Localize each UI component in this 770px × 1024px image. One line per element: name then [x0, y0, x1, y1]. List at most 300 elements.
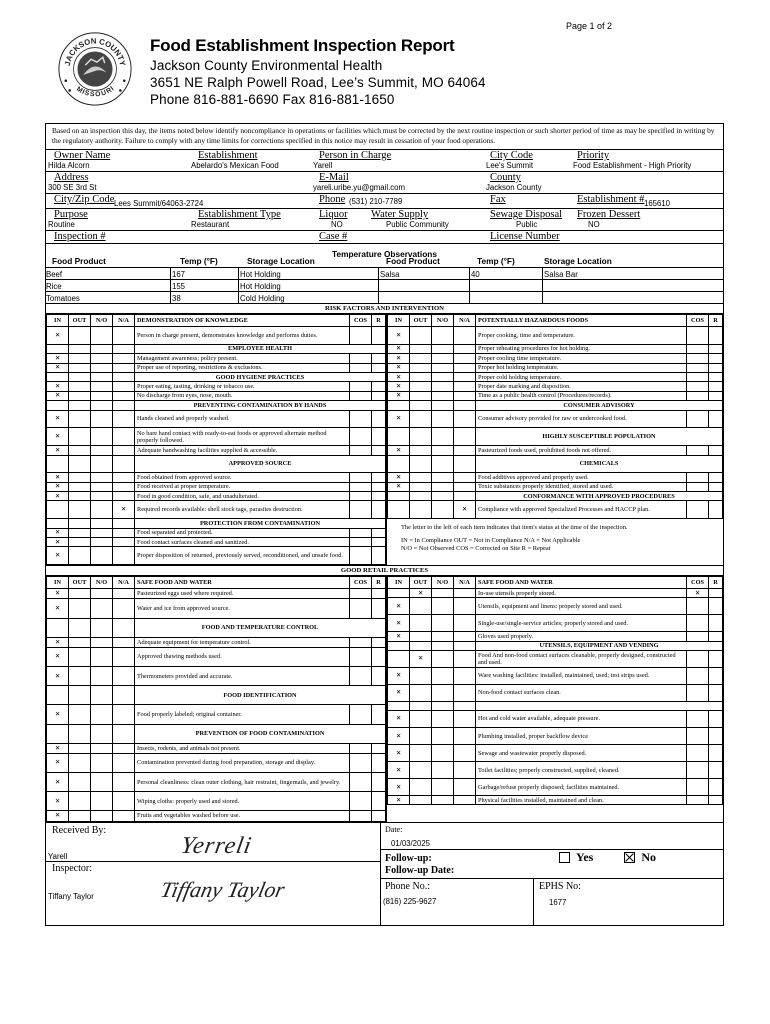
status-checkbox[interactable]: [113, 811, 135, 821]
status-checkbox[interactable]: [113, 547, 135, 565]
repeat-checkbox[interactable]: [709, 391, 723, 400]
status-checkbox[interactable]: [432, 344, 454, 353]
status-checkbox[interactable]: [91, 753, 113, 772]
status-checkbox[interactable]: [113, 647, 135, 666]
repeat-checkbox[interactable]: [372, 363, 386, 372]
cos-checkbox[interactable]: [350, 743, 372, 753]
phone-number-field[interactable]: (816) 225-9627: [383, 896, 437, 906]
status-checkbox[interactable]: ✕: [388, 372, 410, 381]
status-checkbox[interactable]: [69, 792, 91, 811]
status-checkbox[interactable]: ✕: [47, 492, 69, 501]
status-checkbox[interactable]: [432, 728, 454, 745]
cos-checkbox[interactable]: [350, 773, 372, 792]
status-checkbox[interactable]: [69, 667, 91, 686]
cos-checkbox[interactable]: [350, 363, 372, 372]
status-checkbox[interactable]: [410, 796, 432, 805]
status-checkbox[interactable]: [410, 745, 432, 762]
followup-no-checkbox[interactable]: [624, 852, 635, 863]
temperature-cell[interactable]: 167: [172, 270, 186, 279]
owner-name-field[interactable]: Hilda Alcorn: [48, 161, 90, 170]
status-checkbox[interactable]: [91, 391, 113, 400]
status-checkbox[interactable]: [432, 779, 454, 796]
status-checkbox[interactable]: ✕: [47, 354, 69, 363]
status-checkbox[interactable]: [91, 538, 113, 547]
status-checkbox[interactable]: [113, 482, 135, 491]
repeat-checkbox[interactable]: [372, 410, 386, 428]
status-checkbox[interactable]: [69, 446, 91, 455]
status-checkbox[interactable]: [454, 667, 476, 684]
status-checkbox[interactable]: ✕: [388, 344, 410, 353]
status-checkbox[interactable]: [69, 589, 91, 599]
cos-checkbox[interactable]: [350, 538, 372, 547]
status-checkbox[interactable]: [91, 428, 113, 446]
status-checkbox[interactable]: ✕: [388, 327, 410, 345]
status-checkbox[interactable]: [113, 743, 135, 753]
status-checkbox[interactable]: [388, 501, 410, 519]
status-checkbox[interactable]: ✕: [47, 773, 69, 792]
status-checkbox[interactable]: [69, 473, 91, 482]
repeat-checkbox[interactable]: [709, 410, 723, 428]
sewage-disposal-field[interactable]: Public: [516, 220, 538, 229]
repeat-checkbox[interactable]: [372, 547, 386, 565]
status-checkbox[interactable]: [69, 547, 91, 565]
status-checkbox[interactable]: [454, 710, 476, 727]
status-checkbox[interactable]: [91, 547, 113, 565]
priority-field[interactable]: Food Establishment - High Priority: [573, 161, 692, 170]
status-checkbox[interactable]: [454, 650, 476, 667]
status-checkbox[interactable]: [432, 327, 454, 345]
status-checkbox[interactable]: ✕: [388, 615, 410, 632]
cos-checkbox[interactable]: [350, 811, 372, 821]
cos-checkbox[interactable]: [350, 410, 372, 428]
status-checkbox[interactable]: ✕: [47, 637, 69, 647]
status-checkbox[interactable]: ✕: [410, 589, 432, 598]
repeat-checkbox[interactable]: [372, 647, 386, 666]
cos-checkbox[interactable]: [350, 354, 372, 363]
status-checkbox[interactable]: ✕: [47, 589, 69, 599]
status-checkbox[interactable]: ✕: [47, 538, 69, 547]
status-checkbox[interactable]: [91, 792, 113, 811]
cos-checkbox[interactable]: [687, 728, 709, 745]
city-code-field[interactable]: Lee's Summit: [486, 161, 533, 170]
status-checkbox[interactable]: [113, 792, 135, 811]
cos-checkbox[interactable]: [350, 637, 372, 647]
status-checkbox[interactable]: [410, 354, 432, 363]
repeat-checkbox[interactable]: [372, 528, 386, 537]
cos-checkbox[interactable]: [687, 710, 709, 727]
temperature-cell[interactable]: Beef: [46, 270, 63, 279]
cos-checkbox[interactable]: [687, 473, 709, 482]
status-checkbox[interactable]: ✕: [388, 796, 410, 805]
cos-checkbox[interactable]: [350, 391, 372, 400]
cos-checkbox[interactable]: [687, 410, 709, 428]
status-checkbox[interactable]: [454, 354, 476, 363]
cos-checkbox[interactable]: [687, 382, 709, 391]
status-checkbox[interactable]: [91, 382, 113, 391]
status-checkbox[interactable]: [410, 410, 432, 428]
repeat-checkbox[interactable]: [372, 589, 386, 599]
status-checkbox[interactable]: [69, 382, 91, 391]
repeat-checkbox[interactable]: [709, 728, 723, 745]
status-checkbox[interactable]: ✕: [47, 599, 69, 618]
repeat-checkbox[interactable]: [709, 684, 723, 701]
status-checkbox[interactable]: ✕: [47, 792, 69, 811]
status-checkbox[interactable]: [410, 501, 432, 519]
status-checkbox[interactable]: [69, 391, 91, 400]
status-checkbox[interactable]: [91, 773, 113, 792]
status-checkbox[interactable]: [69, 501, 91, 519]
status-checkbox[interactable]: [410, 363, 432, 372]
status-checkbox[interactable]: ✕: [388, 598, 410, 615]
temperature-cell[interactable]: Salsa: [380, 270, 400, 279]
temperature-cell[interactable]: 155: [172, 282, 186, 291]
city-zip-field[interactable]: Lees Summit/64063-2724: [114, 199, 204, 208]
status-checkbox[interactable]: [113, 382, 135, 391]
status-checkbox[interactable]: [432, 684, 454, 701]
cos-checkbox[interactable]: [687, 684, 709, 701]
repeat-checkbox[interactable]: [709, 327, 723, 345]
status-checkbox[interactable]: [410, 446, 432, 455]
status-checkbox[interactable]: [113, 589, 135, 599]
status-checkbox[interactable]: [410, 344, 432, 353]
repeat-checkbox[interactable]: [372, 811, 386, 821]
status-checkbox[interactable]: ✕: [47, 382, 69, 391]
status-checkbox[interactable]: [410, 482, 432, 491]
repeat-checkbox[interactable]: [372, 354, 386, 363]
status-checkbox[interactable]: [454, 363, 476, 372]
repeat-checkbox[interactable]: [709, 598, 723, 615]
status-checkbox[interactable]: [454, 473, 476, 482]
temperature-cell[interactable]: 40: [471, 270, 480, 279]
status-checkbox[interactable]: [454, 632, 476, 641]
status-checkbox[interactable]: [410, 684, 432, 701]
repeat-checkbox[interactable]: [709, 382, 723, 391]
repeat-checkbox[interactable]: [372, 492, 386, 501]
cos-checkbox[interactable]: [687, 745, 709, 762]
status-checkbox[interactable]: ✕: [47, 667, 69, 686]
status-checkbox[interactable]: [91, 363, 113, 372]
status-checkbox[interactable]: [432, 410, 454, 428]
status-checkbox[interactable]: [454, 684, 476, 701]
status-checkbox[interactable]: [91, 501, 113, 519]
status-checkbox[interactable]: [113, 753, 135, 772]
status-checkbox[interactable]: [113, 492, 135, 501]
status-checkbox[interactable]: [410, 391, 432, 400]
status-checkbox[interactable]: [454, 762, 476, 779]
status-checkbox[interactable]: [454, 796, 476, 805]
repeat-checkbox[interactable]: [372, 327, 386, 345]
status-checkbox[interactable]: ✕: [47, 428, 69, 446]
status-checkbox[interactable]: [432, 762, 454, 779]
status-checkbox[interactable]: [91, 446, 113, 455]
repeat-checkbox[interactable]: [709, 473, 723, 482]
repeat-checkbox[interactable]: [709, 372, 723, 381]
status-checkbox[interactable]: ✕: [47, 410, 69, 428]
email-field[interactable]: yareli.uribe.yu@gmail.com: [313, 183, 405, 192]
status-checkbox[interactable]: [69, 492, 91, 501]
status-checkbox[interactable]: [454, 482, 476, 491]
status-checkbox[interactable]: [69, 528, 91, 537]
repeat-checkbox[interactable]: [372, 667, 386, 686]
status-checkbox[interactable]: ✕: [113, 501, 135, 519]
repeat-checkbox[interactable]: [372, 538, 386, 547]
status-checkbox[interactable]: ✕: [388, 632, 410, 641]
status-checkbox[interactable]: [454, 344, 476, 353]
temperature-cell[interactable]: Rice: [46, 282, 62, 291]
status-checkbox[interactable]: ✕: [47, 647, 69, 666]
status-checkbox[interactable]: [113, 391, 135, 400]
status-checkbox[interactable]: [91, 705, 113, 724]
repeat-checkbox[interactable]: [709, 710, 723, 727]
person-in-charge-field[interactable]: Yarell: [313, 161, 333, 170]
cos-checkbox[interactable]: [350, 501, 372, 519]
status-checkbox[interactable]: ✕: [454, 501, 476, 519]
status-checkbox[interactable]: ✕: [388, 762, 410, 779]
status-checkbox[interactable]: [69, 363, 91, 372]
status-checkbox[interactable]: [432, 482, 454, 491]
status-checkbox[interactable]: [91, 354, 113, 363]
repeat-checkbox[interactable]: [372, 599, 386, 618]
status-checkbox[interactable]: [432, 589, 454, 598]
status-checkbox[interactable]: [113, 473, 135, 482]
repeat-checkbox[interactable]: [709, 363, 723, 372]
status-checkbox[interactable]: ✕: [47, 743, 69, 753]
status-checkbox[interactable]: [69, 428, 91, 446]
status-checkbox[interactable]: [432, 473, 454, 482]
status-checkbox[interactable]: [113, 363, 135, 372]
cos-checkbox[interactable]: [350, 482, 372, 491]
status-checkbox[interactable]: ✕: [388, 779, 410, 796]
repeat-checkbox[interactable]: [372, 382, 386, 391]
status-checkbox[interactable]: [113, 446, 135, 455]
status-checkbox[interactable]: ✕: [388, 745, 410, 762]
repeat-checkbox[interactable]: [709, 446, 723, 455]
date-field[interactable]: 01/03/2025: [391, 838, 431, 848]
status-checkbox[interactable]: [91, 327, 113, 345]
cos-checkbox[interactable]: [350, 492, 372, 501]
status-checkbox[interactable]: [432, 501, 454, 519]
repeat-checkbox[interactable]: [372, 482, 386, 491]
status-checkbox[interactable]: [69, 354, 91, 363]
repeat-checkbox[interactable]: [372, 753, 386, 772]
cos-checkbox[interactable]: [687, 762, 709, 779]
status-checkbox[interactable]: [113, 667, 135, 686]
phone-field[interactable]: (531) 210-7789: [349, 197, 403, 206]
status-checkbox[interactable]: ✕: [388, 410, 410, 428]
status-checkbox[interactable]: [454, 779, 476, 796]
cos-checkbox[interactable]: [350, 753, 372, 772]
status-checkbox[interactable]: ✕: [47, 482, 69, 491]
status-checkbox[interactable]: [113, 773, 135, 792]
status-checkbox[interactable]: [113, 428, 135, 446]
status-checkbox[interactable]: [69, 811, 91, 821]
status-checkbox[interactable]: [91, 667, 113, 686]
status-checkbox[interactable]: [410, 762, 432, 779]
ephs-number-field[interactable]: 1677: [549, 897, 567, 907]
status-checkbox[interactable]: [454, 589, 476, 598]
cos-checkbox[interactable]: [687, 650, 709, 667]
repeat-checkbox[interactable]: [709, 650, 723, 667]
status-checkbox[interactable]: ✕: [388, 667, 410, 684]
status-checkbox[interactable]: [432, 382, 454, 391]
cos-checkbox[interactable]: [350, 547, 372, 565]
cos-checkbox[interactable]: [350, 792, 372, 811]
repeat-checkbox[interactable]: [372, 773, 386, 792]
followup-yes-checkbox[interactable]: [559, 852, 570, 863]
status-checkbox[interactable]: [113, 528, 135, 537]
status-checkbox[interactable]: ✕: [388, 354, 410, 363]
status-checkbox[interactable]: [113, 327, 135, 345]
temperature-cell[interactable]: 38: [172, 294, 181, 303]
repeat-checkbox[interactable]: [709, 615, 723, 632]
status-checkbox[interactable]: [91, 647, 113, 666]
cos-checkbox[interactable]: [687, 344, 709, 353]
establishment-number-field[interactable]: 165610: [644, 199, 671, 208]
cos-checkbox[interactable]: [350, 382, 372, 391]
status-checkbox[interactable]: [432, 745, 454, 762]
repeat-checkbox[interactable]: [372, 637, 386, 647]
status-checkbox[interactable]: ✕: [47, 753, 69, 772]
status-checkbox[interactable]: ✕: [388, 446, 410, 455]
status-checkbox[interactable]: [69, 753, 91, 772]
status-checkbox[interactable]: [410, 615, 432, 632]
status-checkbox[interactable]: [91, 811, 113, 821]
status-checkbox[interactable]: [113, 354, 135, 363]
cos-checkbox[interactable]: [350, 446, 372, 455]
establishment-type-field[interactable]: Restaurant: [191, 220, 230, 229]
cos-checkbox[interactable]: [687, 363, 709, 372]
status-checkbox[interactable]: [69, 410, 91, 428]
status-checkbox[interactable]: [69, 705, 91, 724]
received-by-field[interactable]: Yarell: [48, 851, 68, 861]
liquor-field[interactable]: NO: [331, 220, 343, 229]
cos-checkbox[interactable]: [350, 647, 372, 666]
repeat-checkbox[interactable]: [372, 428, 386, 446]
status-checkbox[interactable]: [69, 773, 91, 792]
repeat-checkbox[interactable]: [709, 762, 723, 779]
status-checkbox[interactable]: ✕: [47, 391, 69, 400]
status-checkbox[interactable]: ✕: [47, 705, 69, 724]
repeat-checkbox[interactable]: [372, 501, 386, 519]
repeat-checkbox[interactable]: [709, 667, 723, 684]
status-checkbox[interactable]: [432, 615, 454, 632]
status-checkbox[interactable]: [69, 327, 91, 345]
status-checkbox[interactable]: [410, 473, 432, 482]
status-checkbox[interactable]: [410, 710, 432, 727]
status-checkbox[interactable]: ✕: [47, 327, 69, 345]
status-checkbox[interactable]: [410, 598, 432, 615]
establishment-field[interactable]: Abelardo's Mexican Food: [191, 161, 279, 170]
repeat-checkbox[interactable]: [709, 745, 723, 762]
status-checkbox[interactable]: [69, 599, 91, 618]
status-checkbox[interactable]: [454, 615, 476, 632]
status-checkbox[interactable]: [454, 598, 476, 615]
cos-checkbox[interactable]: [687, 482, 709, 491]
status-checkbox[interactable]: [410, 779, 432, 796]
cos-checkbox[interactable]: [687, 391, 709, 400]
status-checkbox[interactable]: [69, 647, 91, 666]
status-checkbox[interactable]: [432, 667, 454, 684]
status-checkbox[interactable]: ✕: [47, 811, 69, 821]
status-checkbox[interactable]: [47, 501, 69, 519]
status-checkbox[interactable]: [69, 743, 91, 753]
repeat-checkbox[interactable]: [709, 632, 723, 641]
status-checkbox[interactable]: ✕: [388, 684, 410, 701]
repeat-checkbox[interactable]: [709, 779, 723, 796]
cos-checkbox[interactable]: [350, 705, 372, 724]
status-checkbox[interactable]: [454, 382, 476, 391]
cos-checkbox[interactable]: [687, 598, 709, 615]
cos-checkbox[interactable]: [687, 354, 709, 363]
status-checkbox[interactable]: [113, 538, 135, 547]
cos-checkbox[interactable]: [687, 667, 709, 684]
status-checkbox[interactable]: [91, 482, 113, 491]
status-checkbox[interactable]: ✕: [47, 547, 69, 565]
repeat-checkbox[interactable]: [372, 391, 386, 400]
status-checkbox[interactable]: [432, 363, 454, 372]
status-checkbox[interactable]: [432, 391, 454, 400]
cos-checkbox[interactable]: [350, 327, 372, 345]
repeat-checkbox[interactable]: [709, 501, 723, 519]
status-checkbox[interactable]: [410, 382, 432, 391]
status-checkbox[interactable]: [91, 589, 113, 599]
cos-checkbox[interactable]: ✕: [687, 589, 709, 598]
status-checkbox[interactable]: ✕: [388, 473, 410, 482]
status-checkbox[interactable]: [410, 728, 432, 745]
purpose-field[interactable]: Routine: [48, 220, 75, 229]
temperature-cell[interactable]: Cold Holding: [240, 294, 285, 303]
status-checkbox[interactable]: [410, 327, 432, 345]
cos-checkbox[interactable]: [687, 615, 709, 632]
repeat-checkbox[interactable]: [709, 354, 723, 363]
cos-checkbox[interactable]: [350, 473, 372, 482]
status-checkbox[interactable]: ✕: [388, 382, 410, 391]
frozen-dessert-field[interactable]: NO: [588, 220, 600, 229]
water-supply-field[interactable]: Public Community: [386, 220, 449, 229]
status-checkbox[interactable]: [432, 710, 454, 727]
cos-checkbox[interactable]: [687, 327, 709, 345]
status-checkbox[interactable]: [113, 599, 135, 618]
status-checkbox[interactable]: ✕: [388, 728, 410, 745]
status-checkbox[interactable]: ✕: [47, 473, 69, 482]
temperature-cell[interactable]: Hot Holding: [240, 282, 281, 291]
repeat-checkbox[interactable]: [372, 446, 386, 455]
status-checkbox[interactable]: ✕: [388, 363, 410, 372]
status-checkbox[interactable]: [69, 538, 91, 547]
status-checkbox[interactable]: [410, 372, 432, 381]
temperature-cell[interactable]: Hot Holding: [240, 270, 281, 279]
status-checkbox[interactable]: [432, 354, 454, 363]
status-checkbox[interactable]: [91, 473, 113, 482]
repeat-checkbox[interactable]: [709, 796, 723, 805]
status-checkbox[interactable]: [113, 410, 135, 428]
address-field[interactable]: 300 SE 3rd St: [48, 183, 97, 192]
repeat-checkbox[interactable]: [709, 589, 723, 598]
status-checkbox[interactable]: [454, 327, 476, 345]
status-checkbox[interactable]: [432, 632, 454, 641]
cos-checkbox[interactable]: [350, 599, 372, 618]
cos-checkbox[interactable]: [687, 632, 709, 641]
status-checkbox[interactable]: [91, 410, 113, 428]
cos-checkbox[interactable]: [687, 501, 709, 519]
cos-checkbox[interactable]: [350, 428, 372, 446]
status-checkbox[interactable]: [91, 743, 113, 753]
cos-checkbox[interactable]: [350, 589, 372, 599]
cos-checkbox[interactable]: [687, 372, 709, 381]
status-checkbox[interactable]: [432, 372, 454, 381]
status-checkbox[interactable]: ✕: [388, 391, 410, 400]
cos-checkbox[interactable]: [687, 779, 709, 796]
